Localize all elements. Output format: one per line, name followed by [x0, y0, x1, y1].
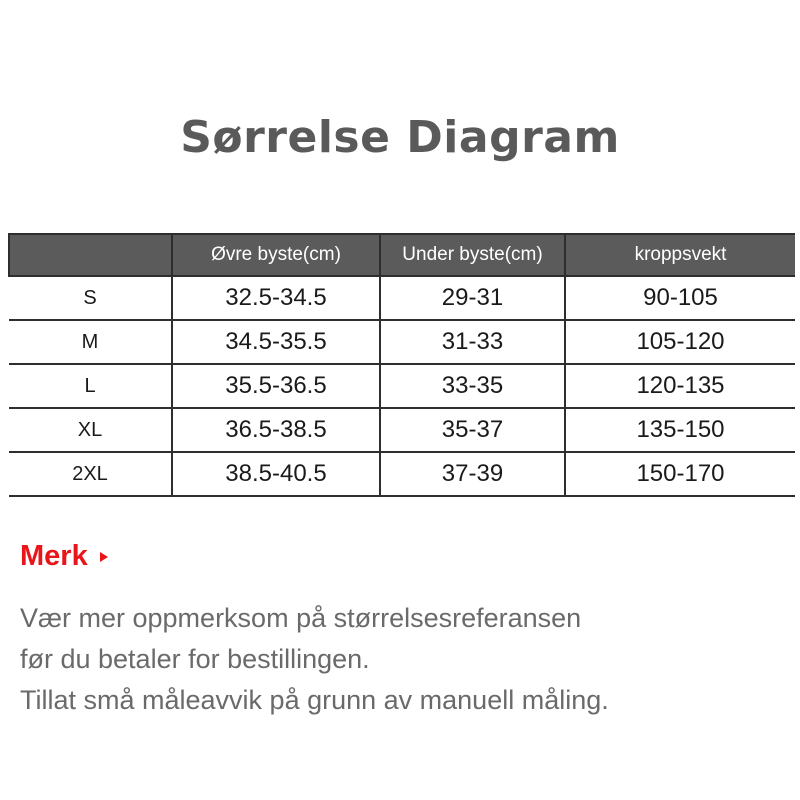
upper-bust-cell: 34.5-35.5 — [172, 320, 380, 364]
table-row — [9, 452, 795, 496]
triangle-right-icon — [100, 552, 108, 562]
body-weight-cell: 120-135 — [565, 364, 795, 408]
upper-bust-cell: 35.5-36.5 — [172, 364, 380, 408]
table-row — [9, 408, 795, 452]
body-weight-cell: 105-120 — [565, 320, 795, 364]
size-table — [8, 233, 795, 497]
table-header-row — [9, 234, 795, 276]
size-cell: M — [9, 320, 172, 364]
note-body — [20, 598, 790, 721]
under-bust-cell: 37-39 — [380, 452, 565, 496]
header-size — [9, 234, 172, 276]
header-body-weight: kroppsvekt — [565, 234, 795, 276]
size-cell: 2XL — [9, 452, 172, 496]
note-heading-label: Merk — [20, 539, 88, 572]
note-line: Vær mer oppmerksom på størrelsesreferansen — [20, 603, 582, 633]
body-weight-cell: 90-105 — [565, 276, 795, 320]
under-bust-cell: 35-37 — [380, 408, 565, 452]
table-row — [9, 276, 795, 320]
header-under-bust: Under byste(cm) — [380, 234, 565, 276]
under-bust-cell: 29-31 — [380, 276, 565, 320]
note-line: Tillat små måleavvik på grunn av manuell måling. — [20, 685, 609, 715]
table-row — [9, 364, 795, 408]
header-upper-bust: Øvre byste(cm) — [172, 234, 380, 276]
table-row — [9, 320, 795, 364]
note-heading — [20, 536, 108, 576]
under-bust-cell: 31-33 — [380, 320, 565, 364]
upper-bust-cell: 32.5-34.5 — [172, 276, 380, 320]
size-cell: L — [9, 364, 172, 408]
note-line: før du betaler for bestillingen. — [20, 644, 370, 674]
under-bust-cell: 33-35 — [380, 364, 565, 408]
body-weight-cell: 150-170 — [565, 452, 795, 496]
body-weight-cell: 135-150 — [565, 408, 795, 452]
size-cell: S — [9, 276, 172, 320]
upper-bust-cell: 38.5-40.5 — [172, 452, 380, 496]
size-cell: XL — [9, 408, 172, 452]
page-title: Sørrelse Diagram — [180, 112, 620, 163]
upper-bust-cell: 36.5-38.5 — [172, 408, 380, 452]
